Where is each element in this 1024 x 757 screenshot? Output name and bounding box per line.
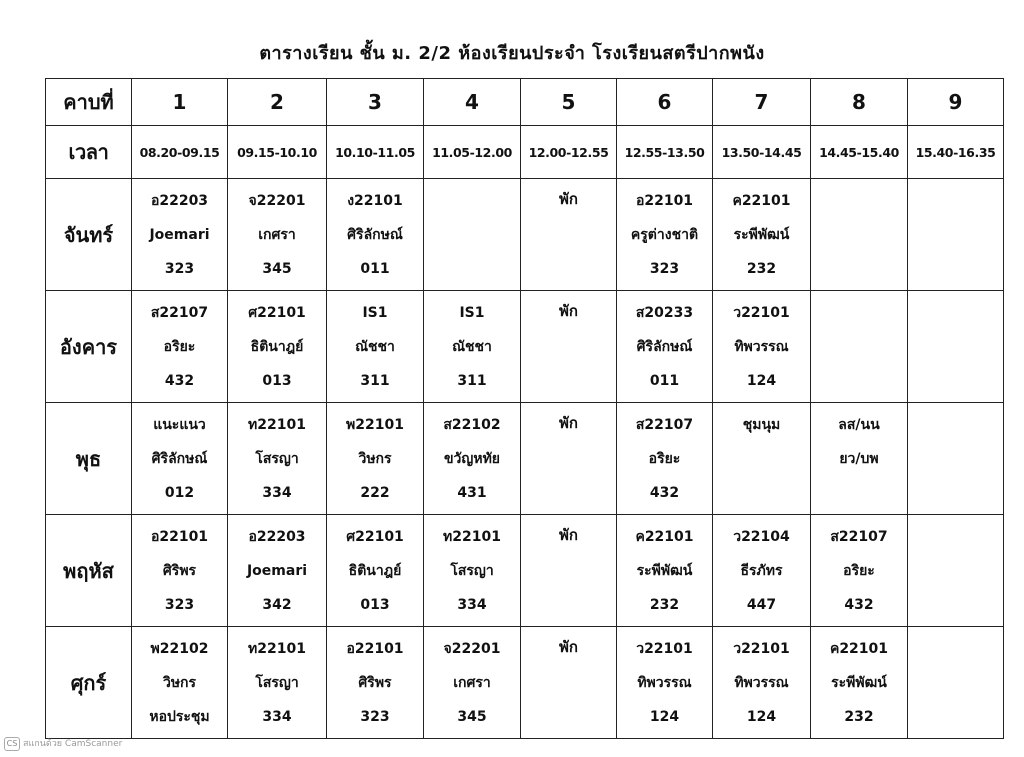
course-code: ส22107 <box>830 528 888 545</box>
course-code <box>908 520 1003 554</box>
teacher-name <box>713 442 810 476</box>
room-number: 432 <box>844 596 874 613</box>
class-cell <box>424 515 521 627</box>
course-code: อ22101 <box>635 192 694 209</box>
period-time: 10.10-11.05 <box>327 126 424 179</box>
teacher-name <box>908 330 1003 364</box>
class-cell <box>132 179 228 291</box>
room-number <box>908 588 1003 622</box>
teacher-name: ศิริลักษณ์ <box>151 450 208 467</box>
class-cell <box>811 515 908 627</box>
teacher-name: วิษกร <box>358 450 392 467</box>
period-time: 14.45-15.40 <box>811 126 908 179</box>
room-number <box>811 364 907 398</box>
class-cell <box>132 627 228 739</box>
teacher-name: ขวัญหทัย <box>443 450 501 467</box>
period-time: 09.15-10.10 <box>228 126 327 179</box>
course-code <box>908 632 1003 666</box>
class-cell <box>132 403 228 515</box>
course-code: แนะแนว <box>153 416 206 433</box>
room-number: 011 <box>360 260 390 277</box>
course-code: ลส/นน <box>838 416 880 433</box>
room-number <box>424 252 520 286</box>
teacher-name: อริยะ <box>843 562 875 579</box>
day-row <box>46 179 1004 291</box>
period-time: 15.40-16.35 <box>908 126 1004 179</box>
room-number: 323 <box>649 260 680 277</box>
room-number: 334 <box>457 596 487 613</box>
class-cell <box>908 179 1004 291</box>
teacher-name: ทิพวรรณ <box>637 674 692 691</box>
class-cell <box>617 291 713 403</box>
camscanner-icon: CS <box>4 737 20 751</box>
room-number: 311 <box>360 372 390 389</box>
teacher-name: ครูต่างชาติ <box>630 226 699 243</box>
teacher-name <box>908 442 1003 476</box>
day-label: พฤหัส <box>46 515 132 627</box>
period-time: 08.20-09.15 <box>132 126 228 179</box>
class-cell <box>811 403 908 515</box>
course-code <box>424 184 520 218</box>
period-header-label: คาบที่ <box>46 79 132 126</box>
room-number: 124 <box>746 372 777 389</box>
room-number: 222 <box>360 484 390 501</box>
teacher-name: Joemari <box>246 562 308 579</box>
class-cell <box>617 627 713 739</box>
day-row <box>46 515 1004 627</box>
course-code: ท22101 <box>248 640 306 657</box>
period-time: 12.00-12.55 <box>521 126 617 179</box>
teacher-name: อริยะ <box>163 338 196 355</box>
room-number <box>811 476 907 510</box>
teacher-name: Joemari <box>149 226 210 243</box>
period-number: 2 <box>228 79 327 126</box>
course-code: ว22101 <box>733 640 790 657</box>
room-number <box>908 700 1003 734</box>
room-number: 334 <box>262 484 292 501</box>
class-cell <box>132 291 228 403</box>
course-code: IS1 <box>459 304 485 321</box>
room-number: 232 <box>844 708 874 725</box>
course-code: ส22107 <box>635 416 694 433</box>
room-number <box>908 476 1003 510</box>
teacher-name: ณัชชา <box>355 338 395 355</box>
class-cell <box>327 179 424 291</box>
room-number <box>811 252 907 286</box>
period-time: 13.50-14.45 <box>713 126 811 179</box>
teacher-name: อริยะ <box>648 450 681 467</box>
timetable <box>45 78 1004 739</box>
class-cell <box>424 403 521 515</box>
room-number <box>713 476 810 510</box>
day-label: อังคาร <box>46 291 132 403</box>
teacher-name <box>424 218 520 252</box>
class-cell <box>811 179 908 291</box>
teacher-name <box>811 218 907 252</box>
class-cell <box>228 403 327 515</box>
teacher-name: ศิริพร <box>358 674 392 691</box>
teacher-name: ศิริลักษณ์ <box>636 338 693 355</box>
class-cell <box>327 515 424 627</box>
period-number: 8 <box>811 79 908 126</box>
teacher-name: ศิริลักษณ์ <box>347 226 403 243</box>
class-cell <box>424 627 521 739</box>
teacher-name: ทิพวรรณ <box>734 674 789 691</box>
page-title: ตารางเรียน ชั้น ม. 2/2 ห้องเรียนประจำ โรงเรียนสตรีปากพนัง <box>259 43 765 64</box>
room-number: 232 <box>746 260 777 277</box>
course-code: ว22101 <box>636 640 693 657</box>
day-row <box>46 291 1004 403</box>
room-number: 311 <box>457 372 487 389</box>
teacher-name: เกศรา <box>258 226 296 243</box>
room-number: 345 <box>262 260 292 277</box>
teacher-name <box>908 218 1003 252</box>
course-code: พ22101 <box>346 416 404 433</box>
course-code: ค22101 <box>829 640 889 657</box>
class-cell <box>908 627 1004 739</box>
teacher-name: ระพีพัฒน์ <box>733 226 790 243</box>
day-label: พุธ <box>46 403 132 515</box>
room-number: 345 <box>457 708 487 725</box>
break-cell: พัก <box>521 627 617 739</box>
class-cell <box>228 515 327 627</box>
teacher-name: ศิริพร <box>162 562 197 579</box>
day-row <box>46 403 1004 515</box>
room-number: 011 <box>649 372 680 389</box>
room-number <box>908 252 1003 286</box>
course-code: ว22101 <box>733 304 790 321</box>
room-number: 124 <box>649 708 680 725</box>
break-cell: พัก <box>521 291 617 403</box>
class-cell <box>811 627 908 739</box>
period-number: 6 <box>617 79 713 126</box>
class-cell <box>228 291 327 403</box>
teacher-name: โสรญา <box>255 674 299 691</box>
period-number: 5 <box>521 79 617 126</box>
room-number: 334 <box>262 708 292 725</box>
class-cell <box>327 291 424 403</box>
teacher-name: ยว/บพ <box>839 450 879 467</box>
course-code <box>811 296 907 330</box>
period-number: 7 <box>713 79 811 126</box>
course-code: ส22107 <box>150 304 209 321</box>
room-number: 323 <box>164 260 195 277</box>
class-cell <box>713 627 811 739</box>
class-cell <box>617 515 713 627</box>
course-code: ท22101 <box>248 416 306 433</box>
scanner-watermark-text: สแกนด้วย CamScanner <box>23 739 123 749</box>
time-row <box>46 126 1004 179</box>
course-code: ว22104 <box>733 528 790 545</box>
course-code: ค22101 <box>635 528 694 545</box>
period-header-row <box>46 79 1004 126</box>
teacher-name: วิษกร <box>162 674 197 691</box>
teacher-name: โสรญา <box>255 450 299 467</box>
teacher-name: โสรญา <box>450 562 494 579</box>
course-code: อ22203 <box>248 528 306 545</box>
course-code: จ22201 <box>443 640 501 657</box>
class-cell <box>617 179 713 291</box>
course-code <box>908 408 1003 442</box>
course-code: อ22101 <box>346 640 404 657</box>
teacher-name: ณัชชา <box>452 338 492 355</box>
room-number: 447 <box>746 596 777 613</box>
room-number: 342 <box>262 596 292 613</box>
course-code: ส22102 <box>443 416 501 433</box>
room-number: 431 <box>457 484 487 501</box>
teacher-name: เกศรา <box>453 674 491 691</box>
teacher-name: ธิตินาฎย์ <box>348 562 402 579</box>
course-code: ง22101 <box>347 192 403 209</box>
day-label: จันทร์ <box>46 179 132 291</box>
class-cell <box>908 515 1004 627</box>
break-cell: พัก <box>521 179 617 291</box>
teacher-name: ธิตินาฎย์ <box>250 338 304 355</box>
course-code: ศ22101 <box>248 304 306 321</box>
day-row <box>46 627 1004 739</box>
course-code <box>908 184 1003 218</box>
scanner-watermark <box>4 736 122 751</box>
course-code: ชุมนุม <box>742 416 781 433</box>
teacher-name: ทิพวรรณ <box>734 338 789 355</box>
break-cell: พัก <box>521 403 617 515</box>
day-label: ศุกร์ <box>46 627 132 739</box>
teacher-name <box>908 554 1003 588</box>
class-cell <box>327 627 424 739</box>
course-code: พ22102 <box>150 640 209 657</box>
room-number: 013 <box>262 372 292 389</box>
teacher-name: ระพีพัฒน์ <box>636 562 693 579</box>
teacher-name: ระพีพัฒน์ <box>831 674 887 691</box>
course-code <box>811 184 907 218</box>
class-cell <box>228 627 327 739</box>
period-time: 12.55-13.50 <box>617 126 713 179</box>
room-number <box>908 364 1003 398</box>
period-number: 4 <box>424 79 521 126</box>
room-number: 124 <box>746 708 777 725</box>
class-cell <box>908 291 1004 403</box>
class-cell <box>132 515 228 627</box>
class-cell <box>424 291 521 403</box>
course-code <box>908 296 1003 330</box>
class-cell <box>811 291 908 403</box>
period-time: 11.05-12.00 <box>424 126 521 179</box>
room-number: หอประชุม <box>149 708 210 725</box>
period-number: 9 <box>908 79 1004 126</box>
room-number: 012 <box>164 484 195 501</box>
class-cell <box>713 515 811 627</box>
break-cell: พัก <box>521 515 617 627</box>
class-cell <box>908 403 1004 515</box>
course-code: อ22203 <box>150 192 209 209</box>
course-code: ท22101 <box>443 528 501 545</box>
period-number: 3 <box>327 79 424 126</box>
class-cell <box>713 403 811 515</box>
teacher-name <box>908 666 1003 700</box>
class-cell <box>228 179 327 291</box>
class-cell <box>617 403 713 515</box>
course-code: ศ22101 <box>346 528 404 545</box>
course-code: ค22101 <box>732 192 791 209</box>
class-cell <box>713 179 811 291</box>
time-row-label: เวลา <box>46 126 132 179</box>
class-cell <box>424 179 521 291</box>
class-cell <box>713 291 811 403</box>
course-code: IS1 <box>362 304 388 321</box>
teacher-name <box>811 330 907 364</box>
room-number: 232 <box>649 596 680 613</box>
course-code: จ22201 <box>248 192 306 209</box>
course-code: ส20233 <box>635 304 694 321</box>
period-number: 1 <box>132 79 228 126</box>
room-number: 432 <box>164 372 195 389</box>
room-number: 013 <box>360 596 390 613</box>
timetable-body <box>46 79 1004 739</box>
course-code: อ22101 <box>150 528 209 545</box>
room-number: 432 <box>649 484 680 501</box>
room-number: 323 <box>360 708 390 725</box>
room-number: 323 <box>164 596 195 613</box>
teacher-name: ธีรภัทร <box>740 562 783 579</box>
class-cell <box>327 403 424 515</box>
